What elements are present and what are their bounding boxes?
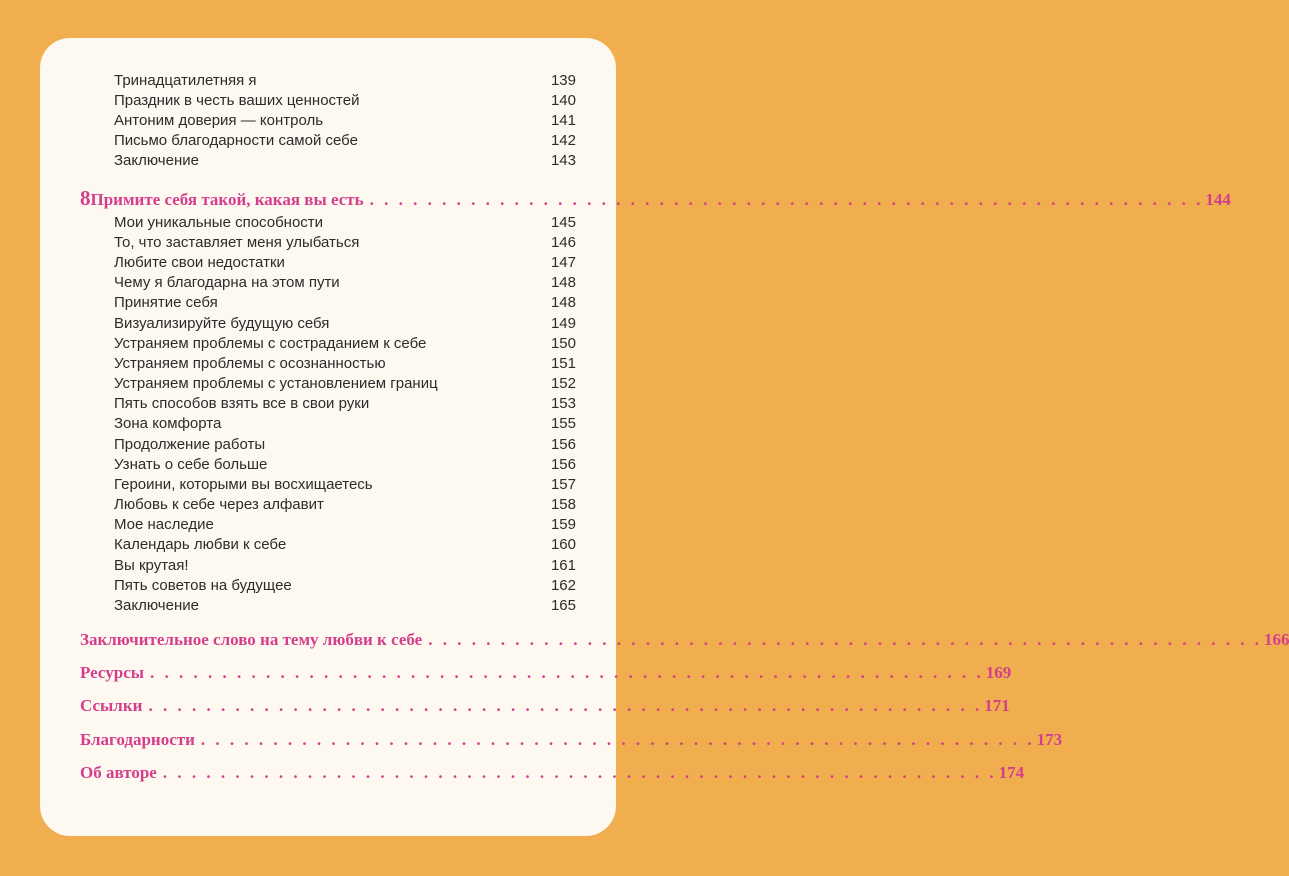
toc-entry-title: Любовь к себе через алфавит <box>114 496 324 513</box>
toc-entry[interactable] <box>114 254 576 274</box>
toc-entry-title: Антоним доверия — контроль <box>114 112 324 129</box>
back-matter-page: 169 <box>985 663 1012 682</box>
toc-entry-page: 141 <box>550 112 576 129</box>
dot-leader: . . . . . . . . . . . . . . . . . . . . . . . . . . . . . . . . . . . . . . . . . . . . . . . . . . . . . . . . . . <box>200 730 1035 749</box>
toc-entry[interactable] <box>114 577 576 597</box>
toc-entry-title: Зона комфорта <box>114 415 222 432</box>
toc-entry-page: 147 <box>550 254 576 271</box>
back-matter-title: Благодарности <box>80 730 195 749</box>
back-matter-entry[interactable] <box>80 696 1010 716</box>
toc-entry-title: Письмо благодарности самой себе <box>114 132 358 149</box>
chapter-heading[interactable] <box>80 186 1231 211</box>
table-of-contents <box>40 38 1289 836</box>
toc-entry-title: Визуализируйте будущую себя <box>114 315 330 332</box>
toc-entry-page: 160 <box>550 536 576 553</box>
back-matter-title: Ресурсы <box>80 663 145 682</box>
toc-entry-page: 142 <box>550 132 576 149</box>
toc-entry-title: Устраняем проблемы с осознанностью <box>114 355 386 372</box>
toc-entry[interactable] <box>114 112 576 132</box>
dot-leader: . . . . . . . . . . . . . . . . . . . . . . . . . . . . . . . . . . . . . . . . . . . . . . . . . . . . . . . . . . <box>150 663 984 682</box>
toc-entry-page: 148 <box>550 294 576 311</box>
toc-entry-title: Чему я благодарна на этом пути <box>114 274 340 291</box>
toc-entry-page: 139 <box>550 72 576 89</box>
back-matter-title: Ссылки <box>80 696 143 715</box>
toc-entry-title: Любите свои недостатки <box>114 254 285 271</box>
toc-entry[interactable] <box>114 496 576 516</box>
toc-entry[interactable] <box>114 456 576 476</box>
toc-entry[interactable] <box>114 274 576 294</box>
toc-entry[interactable] <box>114 597 576 617</box>
toc-entry-title: Героини, которыми вы восхищаетесь <box>114 476 373 493</box>
toc-entry[interactable] <box>114 395 576 415</box>
dot-leader: . . . . . . . . . . . . . . . . . . . . . . . . . . . . . . . . . . . . . . . . . . . . . . . . . . . . . . . . . . <box>369 190 1204 209</box>
toc-entry-title: Устраняем проблемы с установлением границ <box>114 375 438 392</box>
toc-entry-title: Пять советов на будущее <box>114 577 292 594</box>
toc-entry[interactable] <box>114 234 576 254</box>
toc-entry-page: 148 <box>550 274 576 291</box>
toc-entry-title: Календарь любви к себе <box>114 536 287 553</box>
toc-entry-title: Продолжение работы <box>114 436 266 453</box>
back-matter-entry[interactable] <box>80 630 1289 650</box>
toc-entry-page: 149 <box>550 315 576 332</box>
toc-entry-title: Пять способов взять все в свои руки <box>114 395 370 412</box>
toc-entry-title: Устраняем проблемы с состраданием к себе <box>114 335 427 352</box>
back-matter-title: Об авторе <box>80 763 157 782</box>
back-matter-page: 174 <box>998 763 1025 782</box>
toc-entry-title: Вы крутая! <box>114 557 189 574</box>
back-matter-entry[interactable] <box>80 763 1025 783</box>
toc-entry-page: 162 <box>550 577 576 594</box>
back-matter-title: Заключительное слово на тему любви к себе <box>80 630 423 649</box>
back-matter-entry[interactable] <box>80 730 1063 750</box>
back-matter-page: 171 <box>984 696 1010 715</box>
toc-entry-page: 140 <box>550 92 576 109</box>
toc-page <box>40 38 1289 836</box>
back-matter-page: 166 <box>1263 630 1289 649</box>
toc-entry-page: 156 <box>550 456 576 473</box>
toc-entry-page: 143 <box>550 152 576 169</box>
toc-entry-page: 153 <box>550 395 576 412</box>
chapter-page: 144 <box>1205 190 1231 209</box>
toc-entry-title: Мои уникальные способности <box>114 214 324 231</box>
dot-leader: . . . . . . . . . . . . . . . . . . . . . . . . . . . . . . . . . . . . . . . . . . . . . . . . . . . . . . . . . . <box>148 696 983 715</box>
toc-entry[interactable] <box>114 152 576 172</box>
toc-entry-page: 151 <box>550 355 576 372</box>
toc-entry[interactable] <box>114 72 576 92</box>
toc-entry-page: 146 <box>550 234 576 251</box>
toc-entry-title: Праздник в честь ваших ценностей <box>114 92 360 109</box>
toc-entry-page: 152 <box>550 375 576 392</box>
toc-entry[interactable] <box>114 294 576 314</box>
toc-entry[interactable] <box>114 516 576 536</box>
toc-entry-title: Мое наследие <box>114 516 214 533</box>
toc-entry[interactable] <box>114 214 576 234</box>
toc-entry-title: Узнать о себе больше <box>114 456 268 473</box>
dot-leader: . . . . . . . . . . . . . . . . . . . . . . . . . . . . . . . . . . . . . . . . . . . . . . . . . . . . . . . . . . <box>162 763 997 782</box>
toc-entry-title: Тринадцатилетняя я <box>114 72 257 89</box>
toc-entry-page: 150 <box>550 335 576 352</box>
toc-entry[interactable] <box>114 92 576 112</box>
back-matter-page: 173 <box>1036 730 1063 749</box>
toc-entry[interactable] <box>114 536 576 556</box>
chapter-number: 8 <box>80 186 91 210</box>
toc-entry-title: Заключение <box>114 597 199 614</box>
toc-entry-page: 145 <box>550 214 576 231</box>
toc-entry[interactable] <box>114 375 576 395</box>
toc-entry-page: 155 <box>550 415 576 432</box>
toc-entry-title: Заключение <box>114 152 199 169</box>
toc-entry[interactable] <box>114 132 576 152</box>
toc-entry-page: 165 <box>550 597 576 614</box>
toc-entry-page: 157 <box>550 476 576 493</box>
toc-entry[interactable] <box>114 415 576 435</box>
toc-entry-title: То, что заставляет меня улыбаться <box>114 234 360 251</box>
chapter-title: Примите себя такой, какая вы есть <box>90 190 364 209</box>
toc-entry-page: 161 <box>550 557 576 574</box>
toc-entry-page: 158 <box>550 496 576 513</box>
back-matter-entry[interactable] <box>80 663 1012 683</box>
toc-entry-title: Принятие себя <box>114 294 218 311</box>
toc-entry[interactable] <box>114 436 576 456</box>
toc-entry-page: 159 <box>550 516 576 533</box>
dot-leader: . . . . . . . . . . . . . . . . . . . . . . . . . . . . . . . . . . . . . . . . . . . . . . . . . . . . . . . . . . <box>428 630 1262 649</box>
toc-entry[interactable] <box>114 315 576 335</box>
toc-entry[interactable] <box>114 355 576 375</box>
toc-entry[interactable] <box>114 335 576 355</box>
toc-entry[interactable] <box>114 476 576 496</box>
toc-entry-page: 156 <box>550 436 576 453</box>
toc-entry[interactable] <box>114 557 576 577</box>
